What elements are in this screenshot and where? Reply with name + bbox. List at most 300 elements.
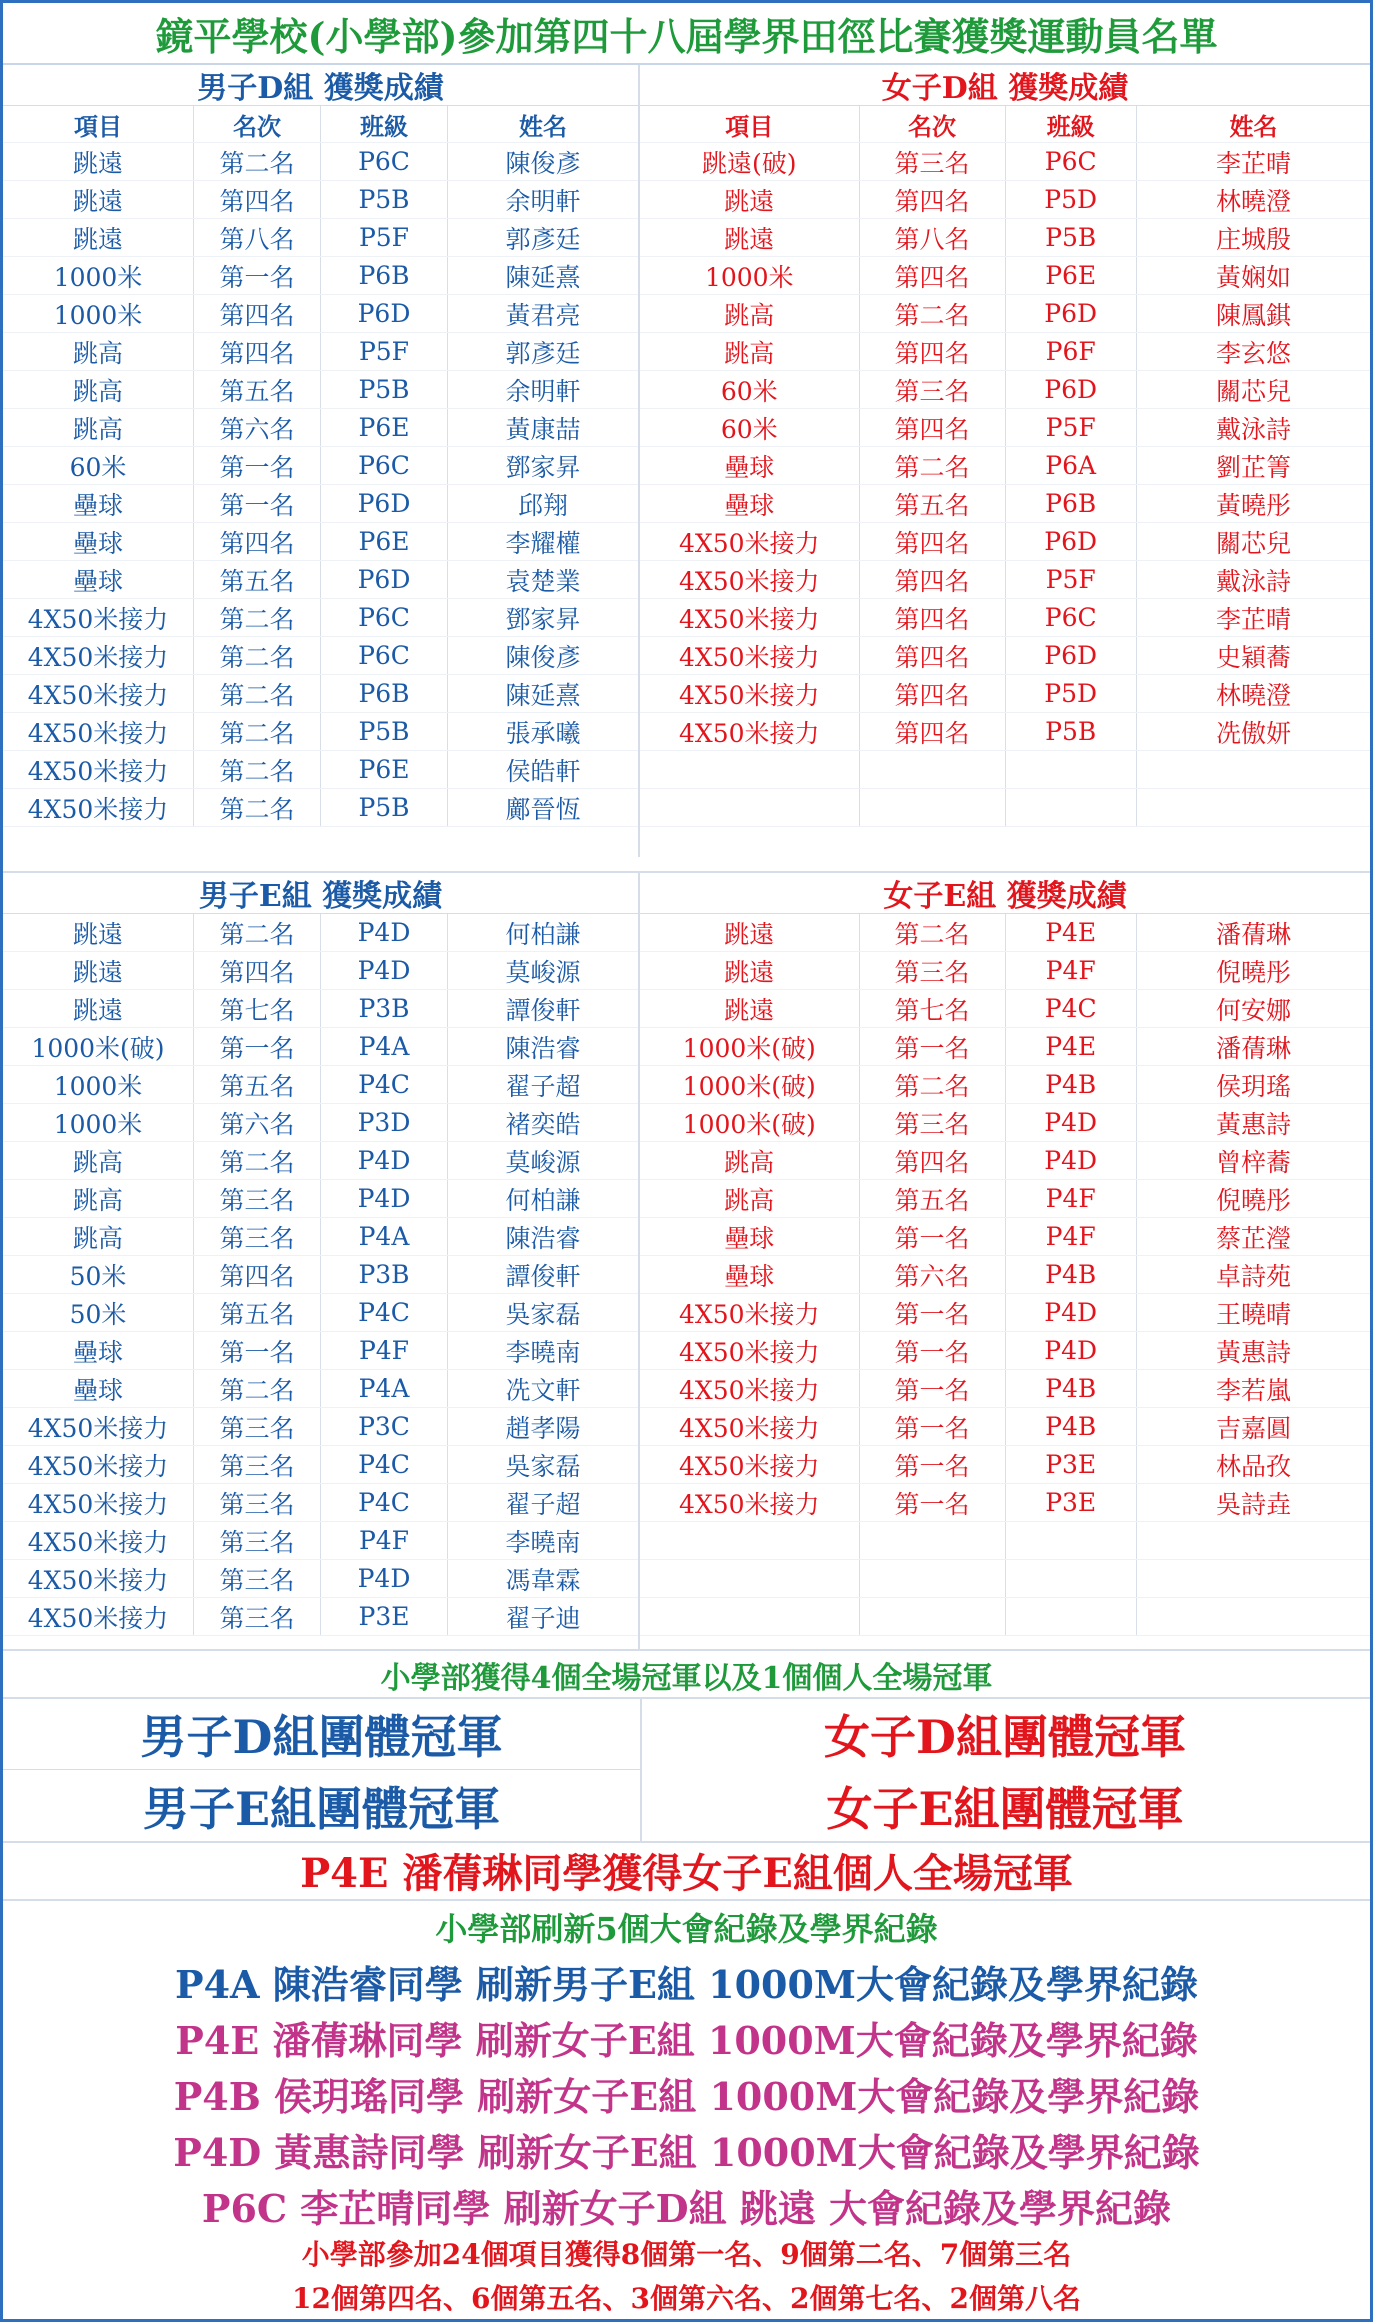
name-cell: 陳浩睿 — [448, 1028, 639, 1066]
class-cell: P4D — [321, 914, 448, 952]
name-cell: 劉芷箐 — [1136, 447, 1370, 485]
name-cell: 趙孝陽 — [448, 1408, 639, 1446]
name-cell: 黃娴如 — [1136, 257, 1370, 295]
class-cell: P3B — [321, 990, 448, 1028]
table-row — [640, 599, 1370, 637]
empty-cell — [1005, 1598, 1136, 1636]
name-cell: 褚奕皓 — [448, 1104, 639, 1142]
class-cell: P4A — [321, 1370, 448, 1408]
records-title: 小學部刷新5個大會紀錄及學界紀錄 — [435, 1910, 938, 1948]
table-row — [640, 371, 1370, 409]
place-cell: 第三名 — [859, 1104, 1005, 1142]
class-cell: P4D — [321, 1180, 448, 1218]
place-cell: 第八名 — [859, 219, 1005, 257]
girls-d-table — [640, 106, 1370, 827]
place-cell: 第三名 — [194, 1180, 321, 1218]
column-header: 班級 — [1005, 106, 1136, 143]
table-row — [640, 561, 1370, 599]
name-cell: 翟子超 — [448, 1066, 639, 1104]
class-cell: P6C — [321, 447, 448, 485]
column-header: 名次 — [194, 106, 321, 143]
place-cell: 第四名 — [859, 409, 1005, 447]
place-cell: 第三名 — [859, 143, 1005, 181]
name-cell: 鄧家昇 — [448, 599, 639, 637]
class-cell: P5B — [1005, 219, 1136, 257]
table-row — [640, 1294, 1370, 1332]
table-row — [3, 751, 638, 789]
class-cell: P5F — [321, 219, 448, 257]
table-row — [640, 181, 1370, 219]
table-row — [3, 1256, 638, 1294]
place-cell: 第三名 — [194, 1408, 321, 1446]
class-cell: P6B — [1005, 485, 1136, 523]
event-cell: 4X50米接力 — [3, 751, 194, 789]
name-cell: 李曉南 — [448, 1522, 639, 1560]
class-cell: P5D — [1005, 181, 1136, 219]
event-cell: 4X50米接力 — [3, 599, 194, 637]
empty-cell — [1136, 751, 1370, 789]
table-row — [640, 1066, 1370, 1104]
event-cell: 50米 — [3, 1256, 194, 1294]
place-cell: 第五名 — [194, 561, 321, 599]
class-cell: P4D — [1005, 1142, 1136, 1180]
place-cell: 第六名 — [194, 1104, 321, 1142]
name-cell: 邱翔 — [448, 485, 639, 523]
name-cell: 侯皓軒 — [448, 751, 639, 789]
place-cell: 第二名 — [194, 599, 321, 637]
empty-cell — [640, 751, 859, 789]
girls-e-table — [640, 914, 1370, 1636]
event-cell: 壘球 — [3, 561, 194, 599]
place-cell: 第四名 — [859, 333, 1005, 371]
class-cell: P6D — [321, 295, 448, 333]
name-cell: 譚俊軒 — [448, 990, 639, 1028]
class-cell: P4F — [1005, 952, 1136, 990]
class-cell: P4B — [1005, 1408, 1136, 1446]
event-cell: 壘球 — [640, 485, 859, 523]
event-cell: 4X50米接力 — [640, 1446, 859, 1484]
section-group-e — [3, 871, 1370, 1651]
place-cell: 第五名 — [859, 485, 1005, 523]
event-cell: 壘球 — [640, 1256, 859, 1294]
name-cell: 吉嘉圓 — [1136, 1408, 1370, 1446]
boys-e-table — [3, 914, 638, 1636]
name-cell: 陳俊彥 — [448, 143, 639, 181]
name-cell: 林曉澄 — [1136, 675, 1370, 713]
boys-e-heading: 男子E組 獲獎成績 — [3, 873, 638, 914]
table-row — [640, 447, 1370, 485]
name-cell: 翟子超 — [448, 1484, 639, 1522]
name-cell: 倪曉彤 — [1136, 952, 1370, 990]
table-row — [640, 1218, 1370, 1256]
table-row — [3, 1484, 638, 1522]
place-cell: 第一名 — [859, 1294, 1005, 1332]
table-row — [640, 333, 1370, 371]
empty-cell — [1136, 789, 1370, 827]
name-cell: 關芯兒 — [1136, 523, 1370, 561]
class-cell: P6C — [321, 599, 448, 637]
name-cell: 郭彥廷 — [448, 219, 639, 257]
table-row — [3, 675, 638, 713]
table-row — [3, 789, 638, 827]
name-cell: 陳延熹 — [448, 675, 639, 713]
name-cell: 蔡芷瀅 — [1136, 1218, 1370, 1256]
event-cell: 跳遠(破) — [640, 143, 859, 181]
place-cell: 第四名 — [859, 561, 1005, 599]
name-cell: 戴泳詩 — [1136, 561, 1370, 599]
class-cell: P5B — [321, 181, 448, 219]
class-cell: P5B — [321, 371, 448, 409]
event-cell: 跳遠 — [640, 181, 859, 219]
table-row — [3, 713, 638, 751]
boys-d-heading: 男子D組 獲獎成績 — [3, 65, 638, 106]
event-cell: 1000米(破) — [640, 1028, 859, 1066]
place-cell: 第四名 — [859, 181, 1005, 219]
section-group-d — [3, 65, 1370, 857]
table-row — [640, 143, 1370, 181]
table-row — [3, 1522, 638, 1560]
class-cell: P4D — [1005, 1332, 1136, 1370]
place-cell: 第二名 — [859, 914, 1005, 952]
event-cell: 1000米(破) — [3, 1028, 194, 1066]
class-cell: P6D — [321, 485, 448, 523]
name-cell: 曾梓蕎 — [1136, 1142, 1370, 1180]
event-cell: 跳高 — [640, 1180, 859, 1218]
event-cell: 跳遠 — [640, 952, 859, 990]
place-cell: 第二名 — [194, 751, 321, 789]
empty-row — [640, 1560, 1370, 1598]
place-cell: 第一名 — [859, 1446, 1005, 1484]
empty-cell — [640, 1560, 859, 1598]
empty-cell — [859, 789, 1005, 827]
class-cell: P6E — [321, 751, 448, 789]
class-cell: P4A — [321, 1028, 448, 1066]
table-header-row — [3, 106, 638, 143]
place-cell: 第二名 — [859, 447, 1005, 485]
event-cell: 4X50米接力 — [3, 1484, 194, 1522]
place-cell: 第七名 — [194, 990, 321, 1028]
event-cell: 4X50米接力 — [3, 1408, 194, 1446]
name-cell: 林曉澄 — [1136, 181, 1370, 219]
name-cell: 莫峻源 — [448, 1142, 639, 1180]
place-cell: 第一名 — [859, 1408, 1005, 1446]
place-cell: 第六名 — [859, 1256, 1005, 1294]
class-cell: P4D — [321, 952, 448, 990]
event-cell: 跳高 — [640, 295, 859, 333]
place-cell: 第四名 — [859, 257, 1005, 295]
place-cell: 第二名 — [859, 1066, 1005, 1104]
boys-e-team-champion: 男子E組團體冠軍 — [142, 1782, 501, 1836]
table-row — [640, 914, 1370, 952]
event-cell: 4X50米接力 — [3, 1522, 194, 1560]
name-cell: 鄧家昇 — [448, 447, 639, 485]
table-row — [3, 1560, 638, 1598]
class-cell: P4C — [321, 1066, 448, 1104]
empty-cell — [640, 1522, 859, 1560]
class-cell: P4D — [321, 1560, 448, 1598]
empty-row — [640, 1522, 1370, 1560]
class-cell: P4E — [1005, 914, 1136, 952]
event-cell: 4X50米接力 — [640, 561, 859, 599]
column-header: 項目 — [3, 106, 194, 143]
class-cell: P4F — [1005, 1180, 1136, 1218]
event-cell: 跳遠 — [640, 990, 859, 1028]
name-cell: 李曉南 — [448, 1332, 639, 1370]
place-cell: 第三名 — [194, 1218, 321, 1256]
name-cell: 何柏謙 — [448, 1180, 639, 1218]
place-cell: 第一名 — [859, 1370, 1005, 1408]
name-cell: 翟子迪 — [448, 1598, 639, 1636]
event-cell: 壘球 — [3, 1370, 194, 1408]
event-cell: 60米 — [3, 447, 194, 485]
name-cell: 黃曉彤 — [1136, 485, 1370, 523]
event-cell: 跳高 — [3, 409, 194, 447]
event-cell: 壘球 — [3, 523, 194, 561]
class-cell: P6E — [321, 409, 448, 447]
boys-d-table — [3, 106, 638, 827]
table-row — [3, 447, 638, 485]
table-row — [3, 371, 638, 409]
place-cell: 第一名 — [859, 1332, 1005, 1370]
name-cell: 李芷晴 — [1136, 599, 1370, 637]
record-line: P4D 黃惠詩同學 刷新女子E組 1000M大會紀錄及學界紀錄 — [173, 2129, 1200, 2175]
event-cell: 4X50米接力 — [3, 1598, 194, 1636]
boys-d-team-champion: 男子D組團體冠軍 — [140, 1710, 503, 1764]
place-cell: 第一名 — [194, 1028, 321, 1066]
class-cell: P6A — [1005, 447, 1136, 485]
event-cell: 4X50米接力 — [640, 713, 859, 751]
name-cell: 史穎蕎 — [1136, 637, 1370, 675]
place-cell: 第六名 — [194, 409, 321, 447]
class-cell: P4D — [1005, 1104, 1136, 1142]
event-cell: 1000米 — [3, 1066, 194, 1104]
class-cell: P4B — [1005, 1256, 1136, 1294]
place-cell: 第五名 — [194, 1066, 321, 1104]
class-cell: P6C — [1005, 143, 1136, 181]
column-header: 項目 — [640, 106, 859, 143]
place-cell: 第三名 — [859, 952, 1005, 990]
event-cell: 1000米 — [640, 257, 859, 295]
place-cell: 第三名 — [194, 1446, 321, 1484]
name-cell: 卓詩苑 — [1136, 1256, 1370, 1294]
name-cell: 郭彥廷 — [448, 333, 639, 371]
table-row — [3, 143, 638, 181]
empty-row — [640, 789, 1370, 827]
event-cell: 4X50米接力 — [640, 1484, 859, 1522]
girls-d-heading: 女子D組 獲獎成績 — [640, 65, 1370, 106]
event-cell: 1000米 — [3, 1104, 194, 1142]
name-cell: 李玄悠 — [1136, 333, 1370, 371]
event-cell: 4X50米接力 — [3, 1560, 194, 1598]
empty-cell — [859, 751, 1005, 789]
champions-divider — [640, 1699, 642, 1841]
girls-e-heading: 女子E組 獲獎成績 — [640, 873, 1370, 914]
table-row — [3, 952, 638, 990]
event-cell: 1000米(破) — [640, 1104, 859, 1142]
event-cell: 4X50米接力 — [640, 1294, 859, 1332]
class-cell: P5B — [321, 789, 448, 827]
name-cell: 吳家磊 — [448, 1294, 639, 1332]
event-cell: 1000米 — [3, 295, 194, 333]
column-header: 名次 — [859, 106, 1005, 143]
event-cell: 跳高 — [3, 371, 194, 409]
class-cell: P4F — [321, 1522, 448, 1560]
class-cell: P4B — [1005, 1370, 1136, 1408]
place-cell: 第二名 — [194, 914, 321, 952]
place-cell: 第二名 — [194, 713, 321, 751]
table-row — [3, 1180, 638, 1218]
event-cell: 跳高 — [3, 1218, 194, 1256]
table-row — [3, 1370, 638, 1408]
place-cell: 第四名 — [859, 675, 1005, 713]
place-cell: 第二名 — [194, 1142, 321, 1180]
name-cell: 吳家磊 — [448, 1446, 639, 1484]
event-cell: 4X50米接力 — [640, 523, 859, 561]
event-cell: 跳遠 — [640, 914, 859, 952]
event-cell: 跳高 — [3, 1180, 194, 1218]
event-cell: 4X50米接力 — [3, 789, 194, 827]
place-cell: 第五名 — [194, 1294, 321, 1332]
name-cell: 何柏謙 — [448, 914, 639, 952]
table-row — [3, 1408, 638, 1446]
medal-summary-line-2: 12個第四名、6個第五名、3個第六名、2個第七名、2個第八名 — [292, 2282, 1081, 2315]
class-cell: P6E — [1005, 257, 1136, 295]
class-cell: P6C — [321, 143, 448, 181]
table-row — [3, 1332, 638, 1370]
class-cell: P3E — [1005, 1446, 1136, 1484]
place-cell: 第四名 — [194, 1256, 321, 1294]
empty-cell — [1005, 751, 1136, 789]
table-row — [640, 295, 1370, 333]
empty-row — [640, 1598, 1370, 1636]
table-row — [3, 219, 638, 257]
place-cell: 第三名 — [194, 1522, 321, 1560]
column-header: 班級 — [321, 106, 448, 143]
class-cell: P5B — [321, 713, 448, 751]
class-cell: P3E — [321, 1598, 448, 1636]
empty-cell — [1005, 1560, 1136, 1598]
name-cell: 李芷晴 — [1136, 143, 1370, 181]
event-cell: 4X50米接力 — [3, 713, 194, 751]
table-row — [3, 1142, 638, 1180]
name-cell: 張承曦 — [448, 713, 639, 751]
event-cell: 跳遠 — [640, 219, 859, 257]
name-cell: 陳俊彥 — [448, 637, 639, 675]
table-row — [640, 219, 1370, 257]
event-cell: 4X50米接力 — [640, 637, 859, 675]
place-cell: 第一名 — [194, 257, 321, 295]
empty-cell — [859, 1560, 1005, 1598]
event-cell: 4X50米接力 — [640, 675, 859, 713]
event-cell: 壘球 — [3, 485, 194, 523]
empty-cell — [640, 789, 859, 827]
event-cell: 跳遠 — [3, 952, 194, 990]
event-cell: 4X50米接力 — [3, 1446, 194, 1484]
place-cell: 第二名 — [194, 789, 321, 827]
table-row — [640, 1332, 1370, 1370]
name-cell: 馮韋霖 — [448, 1560, 639, 1598]
class-cell: P6B — [321, 257, 448, 295]
record-line: P4B 侯玥瑤同學 刷新女子E組 1000M大會紀錄及學界紀錄 — [173, 2073, 1200, 2119]
name-cell: 庄城殷 — [1136, 219, 1370, 257]
class-cell: P3C — [321, 1408, 448, 1446]
place-cell: 第四名 — [194, 333, 321, 371]
place-cell: 第四名 — [194, 181, 321, 219]
table-row — [3, 257, 638, 295]
name-cell: 戴泳詩 — [1136, 409, 1370, 447]
table-row — [640, 1408, 1370, 1446]
place-cell: 第一名 — [859, 1218, 1005, 1256]
empty-cell — [1005, 1522, 1136, 1560]
class-cell: P5F — [1005, 561, 1136, 599]
name-cell: 冼傲妍 — [1136, 713, 1370, 751]
name-cell: 陳延熹 — [448, 257, 639, 295]
place-cell: 第三名 — [859, 371, 1005, 409]
place-cell: 第一名 — [194, 485, 321, 523]
table-row — [640, 1256, 1370, 1294]
place-cell: 第一名 — [194, 447, 321, 485]
name-cell: 潘蒨琳 — [1136, 914, 1370, 952]
table-row — [3, 181, 638, 219]
table-row — [640, 409, 1370, 447]
name-cell: 何安娜 — [1136, 990, 1370, 1028]
event-cell: 4X50米接力 — [3, 637, 194, 675]
class-cell: P6C — [321, 637, 448, 675]
medal-summary-line-1: 小學部參加24個項目獲得8個第一名、9個第二名、7個第三名 — [301, 2238, 1072, 2271]
name-cell: 李耀權 — [448, 523, 639, 561]
table-row — [640, 1028, 1370, 1066]
champions-row-divider — [3, 1769, 640, 1770]
table-row — [640, 1180, 1370, 1218]
record-line: P4A 陳浩睿同學 刷新男子E組 1000M大會紀錄及學界紀錄 — [175, 1961, 1198, 2007]
empty-cell — [1136, 1522, 1370, 1560]
table-row — [3, 409, 638, 447]
name-cell: 侯玥瑤 — [1136, 1066, 1370, 1104]
place-cell: 第三名 — [194, 1560, 321, 1598]
class-cell: P3E — [1005, 1484, 1136, 1522]
table-row — [640, 1446, 1370, 1484]
event-cell: 跳遠 — [3, 143, 194, 181]
girls-d-panel — [640, 65, 1370, 857]
class-cell: P4A — [321, 1218, 448, 1256]
table-row — [3, 1294, 638, 1332]
name-cell: 吳詩垚 — [1136, 1484, 1370, 1522]
empty-cell — [859, 1598, 1005, 1636]
place-cell: 第二名 — [194, 675, 321, 713]
name-cell: 潘蒨琳 — [1136, 1028, 1370, 1066]
place-cell: 第四名 — [859, 713, 1005, 751]
event-cell: 跳高 — [3, 1142, 194, 1180]
place-cell: 第五名 — [194, 371, 321, 409]
name-cell: 陳浩睿 — [448, 1218, 639, 1256]
class-cell: P6E — [321, 523, 448, 561]
name-cell: 倪曉彤 — [1136, 1180, 1370, 1218]
table-row — [640, 952, 1370, 990]
event-cell: 4X50米接力 — [640, 1332, 859, 1370]
table-row — [3, 561, 638, 599]
name-cell: 袁楚業 — [448, 561, 639, 599]
name-cell: 黃惠詩 — [1136, 1332, 1370, 1370]
place-cell: 第四名 — [194, 952, 321, 990]
table-row — [3, 523, 638, 561]
class-cell: P6D — [1005, 637, 1136, 675]
event-cell: 跳高 — [640, 333, 859, 371]
event-cell: 4X50米接力 — [640, 1408, 859, 1446]
event-cell: 跳遠 — [3, 990, 194, 1028]
place-cell: 第二名 — [194, 1370, 321, 1408]
place-cell: 第三名 — [194, 1598, 321, 1636]
class-cell: P4D — [321, 1142, 448, 1180]
